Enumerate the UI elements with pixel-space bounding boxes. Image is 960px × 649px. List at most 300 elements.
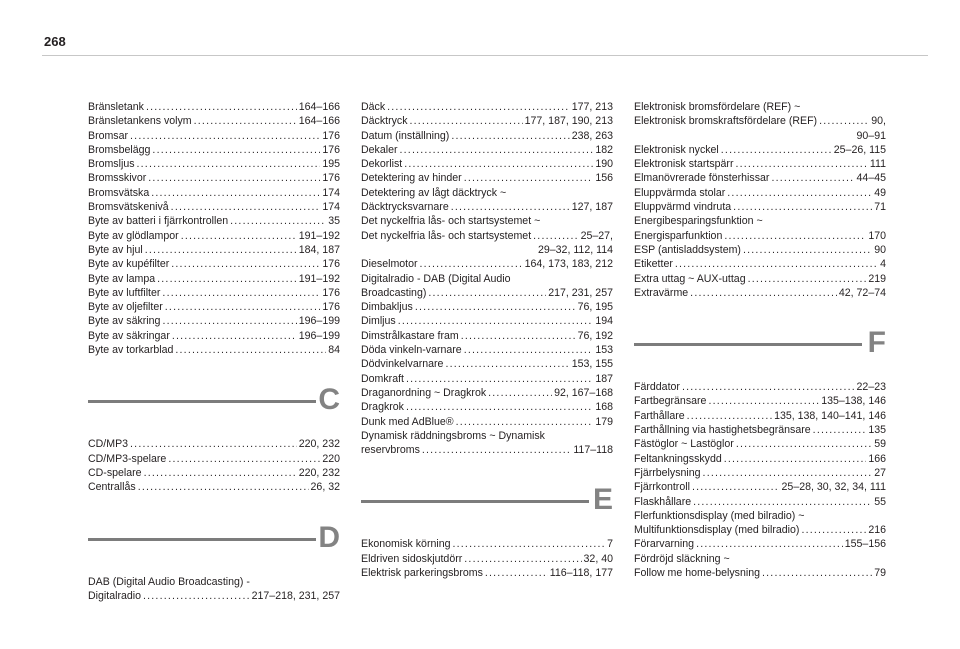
- entry-line: [88, 589, 340, 603]
- entry-page-ref[interactable]: 166: [868, 452, 886, 465]
- index-entry[interactable]: [634, 186, 886, 200]
- dot-leader: [130, 437, 297, 451]
- entry-line: [361, 300, 613, 314]
- entry-page-ref[interactable]: 127, 187: [571, 201, 613, 214]
- entry-line: [88, 272, 340, 286]
- entry-page-ref[interactable]: 135–138, 146: [821, 395, 886, 408]
- entry-line: [361, 415, 613, 429]
- entry-page-ref[interactable]: 26, 32: [310, 481, 340, 494]
- dot-leader: [445, 357, 569, 371]
- entry-page-ref[interactable]: 59: [874, 438, 886, 451]
- dot-leader: [451, 200, 570, 214]
- dot-leader: [165, 300, 321, 314]
- entry-page-ref[interactable]: 170: [868, 229, 886, 242]
- entry-page-ref[interactable]: 92, 167–168: [554, 386, 613, 399]
- index-entry[interactable]: [361, 143, 613, 157]
- entry-page-ref[interactable]: 90: [874, 243, 886, 256]
- index-entry[interactable]: [634, 409, 886, 423]
- entry-text: Bromsar: [88, 129, 129, 142]
- entry-text: Färddator: [634, 381, 680, 394]
- entry-page-ref[interactable]: 164, 173, 183, 212: [524, 258, 613, 271]
- entry-page-ref[interactable]: 117–118: [573, 444, 613, 457]
- index-entry[interactable]: [88, 437, 340, 451]
- entry-page-ref[interactable]: 76, 195: [577, 301, 613, 314]
- index-entry[interactable]: [361, 400, 613, 414]
- index-entry[interactable]: [88, 229, 340, 243]
- index-entry[interactable]: [361, 343, 613, 357]
- entry-line: [361, 114, 613, 128]
- entry-line: [634, 257, 886, 271]
- index-entry[interactable]: [88, 257, 340, 271]
- dot-leader: [703, 466, 873, 480]
- entry-line: [88, 343, 340, 357]
- entry-line: [634, 380, 886, 394]
- entry-text: Elektronisk bromskraftsfördelare (REF): [634, 115, 818, 128]
- index-entry[interactable]: [634, 229, 886, 243]
- index-entry[interactable]: [88, 100, 340, 114]
- index-entry[interactable]: [361, 300, 613, 314]
- index-entry[interactable]: [361, 372, 613, 386]
- index-entry[interactable]: [634, 394, 886, 408]
- entry-page-ref[interactable]: 176: [322, 286, 340, 299]
- entry-text: Energibesparingsfunktion ~: [634, 215, 763, 228]
- entry-line: [88, 100, 340, 114]
- index-entry[interactable]: [634, 257, 886, 271]
- dot-leader: [400, 143, 594, 157]
- dot-leader: [145, 243, 297, 257]
- entry-line: [634, 171, 886, 185]
- index-entry[interactable]: [361, 229, 613, 258]
- entry-line: [361, 343, 613, 357]
- entry-lead-line: Dynamisk räddningsbroms ~ Dynamisk: [361, 429, 545, 442]
- entry-text: Dimljus: [361, 315, 396, 328]
- index-entry[interactable]: [634, 380, 886, 394]
- entry-line: [634, 537, 886, 551]
- index-entry[interactable]: [88, 286, 340, 300]
- entry-text: Elektronisk bromsfördelare (REF) ~: [634, 101, 801, 113]
- index-entry[interactable]: [361, 257, 613, 271]
- entry-page-ref[interactable]: 190: [595, 158, 613, 171]
- entry-text: Däcktrycksvarnare: [361, 201, 449, 214]
- dot-leader: [162, 314, 296, 328]
- entry-text: Ekonomisk körning: [361, 538, 451, 551]
- entry-page-ref[interactable]: 76, 192: [577, 329, 613, 342]
- entry-text: Döda vinkeln-varnare: [361, 344, 462, 357]
- dot-leader: [175, 343, 326, 357]
- entry-page-ref-continued[interactable]: 90–91: [856, 129, 886, 142]
- entry-page-ref[interactable]: 174: [322, 201, 340, 214]
- entry-page-ref[interactable]: 176: [322, 172, 340, 185]
- dot-leader: [146, 100, 297, 114]
- entry-page-ref[interactable]: 164–166: [298, 115, 340, 128]
- entry-line: [634, 229, 886, 243]
- dot-leader: [171, 257, 320, 271]
- entry-page-ref[interactable]: 25–26, 115: [833, 143, 886, 156]
- dot-leader: [464, 343, 594, 357]
- entry-page-ref[interactable]: 179: [595, 415, 613, 428]
- index-entry[interactable]: [88, 300, 340, 314]
- entry-page-ref[interactable]: 195: [322, 158, 340, 171]
- entry-page-ref[interactable]: 7: [607, 538, 613, 551]
- entry-page-ref[interactable]: 153, 155: [571, 358, 613, 371]
- header-rule: [42, 55, 928, 56]
- dot-leader: [724, 229, 866, 243]
- index-entry[interactable]: [634, 171, 886, 185]
- entry-text: Bromsskivor: [88, 172, 147, 185]
- entry-text: Dragkrok: [361, 401, 404, 414]
- dot-leader: [743, 243, 872, 257]
- entry-line: [634, 286, 886, 300]
- entry-lead-line: Digitalradio - DAB (Digital Audio: [361, 272, 511, 285]
- index-entry[interactable]: [88, 186, 340, 200]
- index-entry[interactable]: [361, 100, 613, 114]
- entry-line: [361, 100, 613, 114]
- entry-page-ref[interactable]: 176: [322, 129, 340, 142]
- dot-leader: [736, 157, 868, 171]
- dot-leader: [461, 329, 576, 343]
- entry-page-ref[interactable]: 238, 263: [571, 129, 613, 142]
- index-entry[interactable]: [361, 537, 613, 551]
- index-entry[interactable]: [634, 552, 886, 581]
- entry-page-ref[interactable]: 155–156: [844, 538, 886, 551]
- entry-line: [88, 129, 340, 143]
- entry-text: CD-spelare: [88, 466, 142, 479]
- index-entry[interactable]: [361, 272, 613, 301]
- section-divider-f: [634, 316, 886, 374]
- dot-leader: [762, 566, 872, 580]
- entry-page-ref[interactable]: 25–28, 30, 32, 34, 111: [781, 481, 886, 494]
- entry-page-ref[interactable]: 4: [880, 258, 886, 271]
- entry-page-ref[interactable]: 79: [874, 567, 886, 580]
- dot-leader: [151, 186, 320, 200]
- index-entry[interactable]: [634, 537, 886, 551]
- entry-line: [88, 114, 340, 128]
- index-column-1: [88, 100, 340, 603]
- index-entry[interactable]: [361, 157, 613, 171]
- index-entry[interactable]: [634, 423, 886, 437]
- dot-leader: [690, 286, 837, 300]
- dot-leader: [194, 114, 297, 128]
- entry-line: [88, 300, 340, 314]
- index-entry[interactable]: [634, 480, 886, 494]
- entry-page-ref[interactable]: 55: [874, 495, 886, 508]
- entry-text: Byte av luftfilter: [88, 286, 161, 299]
- entry-line: [634, 566, 886, 580]
- entry-text: Elektronisk nyckel: [634, 143, 719, 156]
- dot-leader: [387, 100, 570, 114]
- dot-leader: [451, 129, 569, 143]
- entry-text: Byte av hjul: [88, 243, 143, 256]
- entry-page-ref[interactable]: 177, 213: [571, 101, 613, 113]
- entry-text: Eluppvärmda stolar: [634, 186, 726, 199]
- entry-page-ref[interactable]: 135: [868, 424, 886, 437]
- entry-text: Dimstrålkastare fram: [361, 329, 459, 342]
- index-entry[interactable]: [634, 452, 886, 466]
- dot-leader: [168, 452, 320, 466]
- entry-line: [361, 129, 613, 143]
- entry-line: [361, 157, 613, 171]
- dot-leader: [696, 537, 843, 551]
- dot-leader: [130, 129, 320, 143]
- entry-line: [361, 552, 613, 566]
- entry-page-ref[interactable]: 156: [595, 172, 613, 185]
- entry-text: Elektrisk parkeringsbroms: [361, 567, 483, 580]
- index-entry[interactable]: [88, 272, 340, 286]
- entry-text: Dimbakljus: [361, 301, 413, 314]
- entry-page-ref[interactable]: 187: [595, 372, 613, 385]
- entry-page-ref[interactable]: 116–118, 177: [549, 567, 613, 580]
- entry-text: Elektronisk startspärr: [634, 158, 734, 171]
- entry-lead-line: Detektering av lågt däcktryck ~: [361, 186, 507, 199]
- entry-line: [634, 200, 886, 214]
- entry-page-ref[interactable]: 168: [595, 401, 613, 414]
- entry-page-ref[interactable]: 44–45: [856, 172, 886, 185]
- entry-line: [361, 200, 613, 214]
- entry-line: [88, 143, 340, 157]
- entry-page-ref[interactable]: 164–166: [298, 101, 340, 113]
- entry-line: [361, 214, 613, 228]
- entry-page-ref[interactable]: 191–192: [298, 229, 340, 242]
- entry-line: [361, 171, 613, 185]
- entry-line: [88, 229, 340, 243]
- entry-page-ref[interactable]: 194: [595, 315, 613, 328]
- dot-leader: [172, 329, 297, 343]
- entry-text: Byte av säkring: [88, 315, 161, 328]
- index-entry[interactable]: [361, 386, 613, 400]
- index-entry[interactable]: [361, 357, 613, 371]
- entry-page-ref[interactable]: 25–27,: [580, 229, 613, 242]
- entry-text: Bränsletankens volym: [88, 115, 192, 128]
- entry-text: Bränsletank: [88, 101, 144, 113]
- index-entry[interactable]: [88, 143, 340, 157]
- entry-text: Fästöglor ~ Lastöglor: [634, 438, 734, 451]
- entry-text: Det nyckelfria lås- och startsystemet: [361, 229, 532, 242]
- index-entry[interactable]: [634, 509, 886, 538]
- dot-leader: [819, 114, 869, 128]
- dot-leader: [733, 200, 872, 214]
- entry-line: [361, 443, 613, 457]
- index-entry[interactable]: [634, 466, 886, 480]
- index-entry[interactable]: [88, 329, 340, 343]
- index-entry[interactable]: [634, 214, 886, 228]
- entry-text: Bromsvätska: [88, 186, 150, 199]
- dot-leader: [415, 300, 576, 314]
- entry-page-ref[interactable]: 176: [322, 258, 340, 271]
- entry-text: Flaskhållare: [634, 495, 692, 508]
- entry-line: [634, 243, 886, 257]
- dot-leader: [708, 394, 819, 408]
- index-entry[interactable]: [361, 415, 613, 429]
- entry-line: [361, 286, 613, 300]
- dot-leader: [181, 229, 297, 243]
- dot-leader: [687, 409, 772, 423]
- entry-text: Eldriven sidoskjutdörr: [361, 552, 463, 565]
- entry-page-ref[interactable]: 135, 138, 140–141, 146: [774, 409, 886, 422]
- index-entry[interactable]: [88, 114, 340, 128]
- index-entry[interactable]: [88, 480, 340, 494]
- entry-line: [361, 257, 613, 271]
- index-entry[interactable]: [634, 114, 886, 143]
- index-entry[interactable]: [88, 243, 340, 257]
- index-entry[interactable]: [361, 214, 613, 228]
- divider-bar: [88, 400, 316, 403]
- entry-page-ref[interactable]: 32, 40: [583, 552, 613, 565]
- entry-page-ref[interactable]: 176: [322, 301, 340, 314]
- entry-line: [88, 171, 340, 185]
- entry-page-ref[interactable]: 42, 72–74: [838, 286, 886, 299]
- entry-page-ref[interactable]: 153: [595, 344, 613, 357]
- entry-page-ref[interactable]: 184, 187: [298, 243, 340, 256]
- entry-page-ref[interactable]: 22–23: [856, 381, 886, 394]
- index-column-3: [634, 100, 886, 580]
- entry-line: [88, 480, 340, 494]
- entry-line: [634, 423, 886, 437]
- dot-leader: [137, 157, 321, 171]
- entry-line: [634, 214, 886, 228]
- entry-text: Byte av torkarblad: [88, 344, 174, 357]
- index-entry[interactable]: [88, 314, 340, 328]
- index-entry[interactable]: [634, 272, 886, 286]
- dot-leader: [162, 286, 320, 300]
- entry-text: Eluppvärmd vindruta: [634, 201, 732, 214]
- entry-page-ref[interactable]: 220: [322, 452, 340, 465]
- dot-leader: [406, 400, 593, 414]
- entry-text: Byte av batteri i fjärrkontrollen: [88, 215, 229, 228]
- entry-text: Byte av oljefilter: [88, 301, 163, 314]
- index-entry[interactable]: [361, 186, 613, 215]
- index-entry[interactable]: [361, 114, 613, 128]
- dot-leader: [488, 386, 552, 400]
- index-entry[interactable]: [361, 566, 613, 580]
- index-entry[interactable]: [361, 314, 613, 328]
- entry-page-ref[interactable]: 220, 232: [298, 438, 340, 451]
- entry-text: Broadcasting): [361, 286, 427, 299]
- entry-text: Elmanövrerade fönsterhissar: [634, 172, 770, 185]
- section-letter: D: [318, 520, 340, 554]
- entry-page-ref[interactable]: 35: [328, 215, 340, 228]
- entry-page-ref[interactable]: 191–192: [298, 272, 340, 285]
- entry-line: [88, 452, 340, 466]
- entry-text: Däcktryck: [361, 115, 408, 128]
- entry-line: [361, 357, 613, 371]
- entry-page-ref[interactable]: 217–218, 231, 257: [251, 589, 340, 602]
- section-letter: C: [318, 383, 340, 417]
- index-entry[interactable]: [361, 552, 613, 566]
- index-entry[interactable]: [88, 466, 340, 480]
- dot-leader: [420, 257, 523, 271]
- entry-line: [634, 186, 886, 200]
- dot-leader: [230, 214, 326, 228]
- index-entry[interactable]: [634, 143, 886, 157]
- dot-leader: [801, 523, 866, 537]
- entry-page-ref[interactable]: 176: [322, 143, 340, 156]
- entry-text: Förarvarning: [634, 538, 695, 551]
- entry-page-ref[interactable]: 90,: [871, 115, 886, 128]
- index-column-2: [361, 100, 613, 580]
- entry-page-ref[interactable]: 177, 187, 190, 213: [524, 115, 613, 128]
- entry-page-ref[interactable]: 220, 232: [298, 466, 340, 479]
- entry-line: [361, 566, 613, 580]
- index-entry[interactable]: [88, 452, 340, 466]
- entry-page-ref[interactable]: 49: [874, 186, 886, 199]
- index-entry[interactable]: [88, 343, 340, 357]
- entry-page-ref[interactable]: 216: [868, 524, 886, 537]
- section-divider-c: [88, 373, 340, 431]
- entry-page-ref[interactable]: 219: [868, 272, 886, 285]
- entry-lead-line: Fördröjd släckning ~: [634, 552, 730, 565]
- entry-line: [361, 329, 613, 343]
- entry-text: Etiketter: [634, 258, 673, 271]
- index-entry[interactable]: [634, 437, 886, 451]
- dot-leader: [138, 480, 309, 494]
- index-entry[interactable]: [88, 200, 340, 214]
- entry-page-ref[interactable]: 196–199: [298, 315, 340, 328]
- index-entry[interactable]: [361, 129, 613, 143]
- index-entry[interactable]: [88, 214, 340, 228]
- entry-page-ref-continued[interactable]: 29–32, 112, 114: [537, 243, 613, 256]
- dot-leader: [398, 314, 594, 328]
- entry-text: Feltankningsskydd: [634, 452, 722, 465]
- entry-text: Detektering av hinder: [361, 172, 462, 185]
- entry-page-ref[interactable]: 111: [869, 158, 886, 171]
- entry-line: [361, 372, 613, 386]
- dot-leader: [148, 171, 320, 185]
- dot-leader: [692, 480, 780, 494]
- dot-leader: [748, 272, 867, 286]
- dot-leader: [453, 537, 606, 551]
- entry-text: Byte av glödlampor: [88, 229, 179, 242]
- index-entry[interactable]: [634, 495, 886, 509]
- entry-line: [634, 394, 886, 408]
- entry-text: Extra uttag ~ AUX-uttag: [634, 272, 746, 285]
- index-entry[interactable]: [88, 171, 340, 185]
- index-entry[interactable]: [88, 157, 340, 171]
- entry-line: [88, 257, 340, 271]
- entry-text: Follow me home-belysning: [634, 567, 761, 580]
- entry-page-ref[interactable]: 196–199: [298, 329, 340, 342]
- index-entry[interactable]: [634, 243, 886, 257]
- index-entry[interactable]: [634, 200, 886, 214]
- entry-page-ref[interactable]: 174: [322, 186, 340, 199]
- index-entry[interactable]: [88, 129, 340, 143]
- entry-text: Fjärrkontroll: [634, 481, 690, 494]
- entry-line: [88, 466, 340, 480]
- index-entry[interactable]: [634, 157, 886, 171]
- entry-text: Farthållning via hastighetsbegränsare: [634, 424, 811, 437]
- index-entry[interactable]: [361, 429, 613, 458]
- entry-text: Extravärme: [634, 286, 689, 299]
- entry-text: Draganordning ~ Dragkrok: [361, 386, 487, 399]
- entry-page-ref[interactable]: 71: [874, 201, 886, 214]
- entry-line: [634, 409, 886, 423]
- entry-page-ref[interactable]: 182: [595, 143, 613, 156]
- entry-page-ref[interactable]: 217, 231, 257: [548, 286, 613, 299]
- entry-page-ref[interactable]: 27: [874, 466, 886, 479]
- dot-leader: [724, 452, 867, 466]
- index-entry[interactable]: [634, 286, 886, 300]
- index-entry[interactable]: [361, 329, 613, 343]
- entry-page-ref[interactable]: 84: [328, 344, 340, 357]
- entry-line: [88, 437, 340, 451]
- index-entry[interactable]: [361, 171, 613, 185]
- index-entry[interactable]: [88, 575, 340, 604]
- entry-text: Digitalradio: [88, 589, 141, 602]
- divider-bar: [88, 538, 316, 541]
- dot-leader: [406, 372, 593, 386]
- dot-leader: [727, 186, 872, 200]
- index-entry[interactable]: [634, 100, 886, 114]
- entry-text: Datum (inställning): [361, 129, 450, 142]
